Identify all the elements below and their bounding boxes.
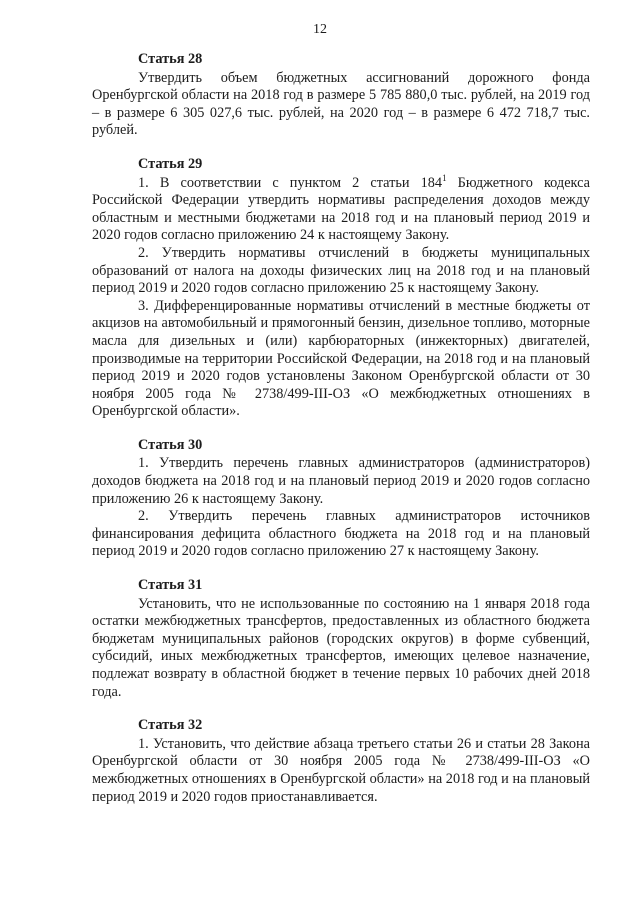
article-title: Статья 32 <box>138 717 203 734</box>
article-paragraph: 1. Установить, что действие абзаца третьего статьи 26 и статьи 28 Закона Оренбургской области от 30 ноября 2005 года № 2738/499-III-ОЗ «О межбюджетных отношениях в Оренбургской области» на 2018 год и на плановый период 2019 и 2020 годов приостанавливается. <box>92 735 590 805</box>
article-title: Статья 30 <box>138 436 203 453</box>
article-paragraph: Утвердить объем бюджетных ассигнований дорожного фонда Оренбургской области на 2018 год в размере 5 785 880,0 тыс. рублей, на 2019 год – в размере 6 305 027,6 тыс. рублей, на 2020 год – в размере 6 472 718,7 тыс. рублей. <box>92 69 590 139</box>
article-30 <box>92 437 590 561</box>
article-29 <box>92 156 590 421</box>
article-paragraph: Установить, что не использованные по состоянию на 1 января 2018 года остатки межбюджетных трансфертов, предоставленных из областного бюджета бюджетам муниципальных районов (городских округов) в форме субвенций, субсидий, иных межбюджетных трансфертов, имеющих целевое назначение, подлежат возврату в областной бюджет в течение первых 10 рабочих дней 2018 года. <box>92 595 590 700</box>
paragraph-text: 1. В соответствии с пунктом 2 статьи 184 <box>138 174 443 191</box>
article-paragraph: 2. Утвердить перечень главных администраторов источников финансирования дефицита областного бюджета на 2018 год и на плановый период 2019 и 2020 годов согласно приложению 27 к настоящему Закону. <box>92 508 590 560</box>
article-32 <box>92 717 590 806</box>
document-body <box>92 51 590 822</box>
article-31 <box>92 577 590 701</box>
article-paragraph: 3. Дифференцированные нормативы отчислений в местные бюджеты от акцизов на автомобильный и прямогонный бензин, дизельное топливо, моторные масла для дизельных и (или) карбюраторных (инжекторных) двигателей, производимые на территории Российской Федерации, на 2018 год и на плановый период 2019 и 2020 годов установлены Законом Оренбургской области от 30 ноября 2005 года № 2738/499-III-ОЗ «О межбюджетных отношениях в Оренбургской области». <box>92 297 590 420</box>
article-paragraph: 1. Утвердить перечень главных администраторов (администраторов) доходов бюджета на 2018 год и на плановый период 2019 и 2020 годов согласно приложению 26 к настоящему Закону. <box>92 455 590 507</box>
article-28 <box>92 51 590 140</box>
article-title: Статья 31 <box>138 577 203 594</box>
article-title: Статья 29 <box>138 155 203 172</box>
superscript-footnote: 1 <box>442 172 447 183</box>
article-paragraph <box>92 172 590 245</box>
article-title: Статья 28 <box>138 51 203 67</box>
paragraph-text: Бюджетного кодекса Российской Федерации утвердить нормативы распределения доходов между областным и местными бюджетами на 2018 год и на плановый период 2019 и 2020 годов согласно приложению 24 к настоящему Закону. <box>92 174 590 244</box>
article-paragraph: 2. Утвердить нормативы отчислений в бюджеты муниципальных образований от налога на доходы физических лиц на 2018 год и на плановый период 2019 и 2020 годов согласно приложению 25 к настоящему Закону. <box>92 244 590 297</box>
page-number: 12 <box>313 22 327 37</box>
